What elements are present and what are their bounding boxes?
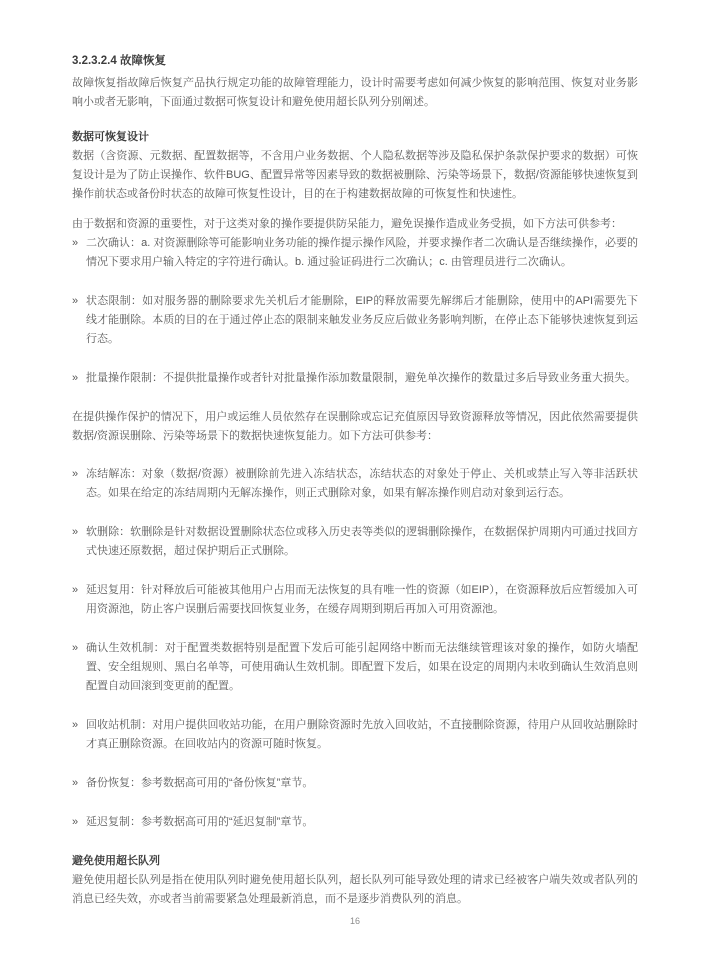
bullet-item — [72, 581, 638, 619]
bullet-item — [72, 813, 638, 832]
page-number: 16 — [349, 916, 360, 926]
bullet-list-recovery-methods — [72, 465, 638, 832]
bullet-item — [72, 292, 638, 349]
bullet-text: 确认生效机制：对于配置类数据特别是配置下发后可能引起网络中断而无法继续管理该对象的操作，如防火墙配置、安全组规则、黑白名单等，可使用确认生效机制。即配置下发后，如果在设定的周期内未收到确认生效消息则配置自动回滚到变更前的配置。 — [86, 642, 638, 692]
bullet-item — [72, 465, 638, 503]
subsection-heading-data-recovery: 数据可恢复设计 — [72, 131, 149, 143]
list2-lead-paragraph: 在提供操作保护的情况下，用户或运维人员依然存在误删除或忘记充值原因导致资源释放等情况，因此依然需要提供数据/资源误删除、污染等场景下的数据快速恢复能力。如下方法可供参考： — [72, 411, 638, 442]
intro-paragraph: 故障恢复指故障后恢复产品执行规定功能的故障管理能力，设计时需要考虑如何减少恢复的影响范围、恢复对业务影响小或者无影响，下面通过数据可恢复设计和避免使用超长队列分别阐述。 — [72, 77, 638, 108]
bullet-text: 软删除：软删除是针对数据设置删除状态位或移入历史表等类似的逻辑删除操作，在数据保护周期内可通过找回方式快速还原数据，超过保护期后正式删除。 — [86, 526, 638, 557]
bullet-marker-icon: » — [72, 642, 79, 654]
bullet-text: 延迟复制：参考数据高可用的“延迟复制”章节。 — [86, 816, 314, 828]
bullet-marker-icon: » — [72, 237, 79, 249]
avoid-long-queue-paragraph: 避免使用超长队列是指在使用队列时避免使用超长队列，超长队列可能导致处理的请求已经被客户端失效或者队列的消息已经失效，亦或者当前需要紧急处理最新消息，而不是逐步消费队列的消息。 — [72, 874, 638, 905]
bullet-marker-icon: » — [72, 372, 79, 384]
bullet-marker-icon: » — [72, 777, 79, 789]
bullet-text: 延迟复用：针对释放后可能被其他用户占用而无法恢复的具有唯一性的资源（如EIP），在资源释放后应暂缓加入可用资源池，防止客户误删后需要找回恢复业务，在缓存周期到期后再加入可用资源池。 — [86, 584, 638, 615]
list1-lead-paragraph: 由于数据和资源的重要性，对于这类对象的操作要提供防呆能力，避免误操作造成业务受损，如下方法可供参考： — [72, 218, 622, 230]
subsection-heading-avoid-long-queue: 避免使用超长队列 — [72, 855, 160, 867]
bullet-marker-icon: » — [72, 295, 79, 307]
bullet-marker-icon: » — [72, 526, 79, 538]
bullet-item — [72, 369, 638, 388]
bullet-item — [72, 716, 638, 754]
bullet-list-protection-methods — [72, 234, 638, 388]
bullet-marker-icon: » — [72, 584, 79, 596]
bullet-text: 冻结解冻：对象（数据/资源）被删除前先进入冻结状态，冻结状态的对象处于停止、关机或禁止写入等非活跃状态。如果在给定的冻结周期内无解冻操作，则正式删除对象，如果有解冻操作则启动对象到运行态。 — [86, 468, 638, 499]
document-content — [72, 52, 638, 920]
bullet-marker-icon: » — [72, 719, 79, 731]
section-heading: 3.2.3.2.4 故障恢复 — [72, 55, 166, 67]
bullet-item — [72, 774, 638, 793]
bullet-item — [72, 234, 638, 272]
bullet-text: 批量操作限制：不提供批量操作或者针对批量操作添加数量限制，避免单次操作的数量过多后导致业务重大损失。 — [86, 372, 636, 384]
bullet-text: 备份恢复：参考数据高可用的“备份恢复”章节。 — [86, 777, 314, 789]
bullet-marker-icon: » — [72, 816, 79, 828]
bullet-text: 二次确认：a. 对资源删除等可能影响业务功能的操作提示操作风险，并要求操作者二次确认是否继续操作，必要的情况下要求用户输入特定的字符进行确认。b. 通过验证码进行二次确认；c. 由管理员进行二次确认。 — [86, 237, 638, 268]
data-recovery-paragraph: 数据（含资源、元数据、配置数据等，不含用户业务数据、个人隐私数据等涉及隐私保护条款保护要求的数据）可恢复设计是为了防止误操作、软件BUG、配置异常等因素导致的数据被删除、污染等场景下，数据/资源能够快速恢复到操作前状态或备份时状态的故障可恢复性设计，目的在于构建数据故障的可恢复性和快速性。 — [72, 150, 638, 200]
bullet-item — [72, 523, 638, 561]
bullet-text: 回收站机制：对用户提供回收站功能，在用户删除资源时先放入回收站，不直接删除资源，待用户从回收站删除时才真正删除资源。在回收站内的资源可随时恢复。 — [86, 719, 638, 750]
bullet-text: 状态限制：如对服务器的删除要求先关机后才能删除，EIP的释放需要先解绑后才能删除，使用中的API需要先下线才能删除。本质的目的在于通过停止态的限制来触发业务反应后做业务影响判断，在停止态下能够快速恢复到运行态。 — [86, 295, 638, 345]
bullet-item — [72, 639, 638, 696]
bullet-marker-icon: » — [72, 468, 79, 480]
